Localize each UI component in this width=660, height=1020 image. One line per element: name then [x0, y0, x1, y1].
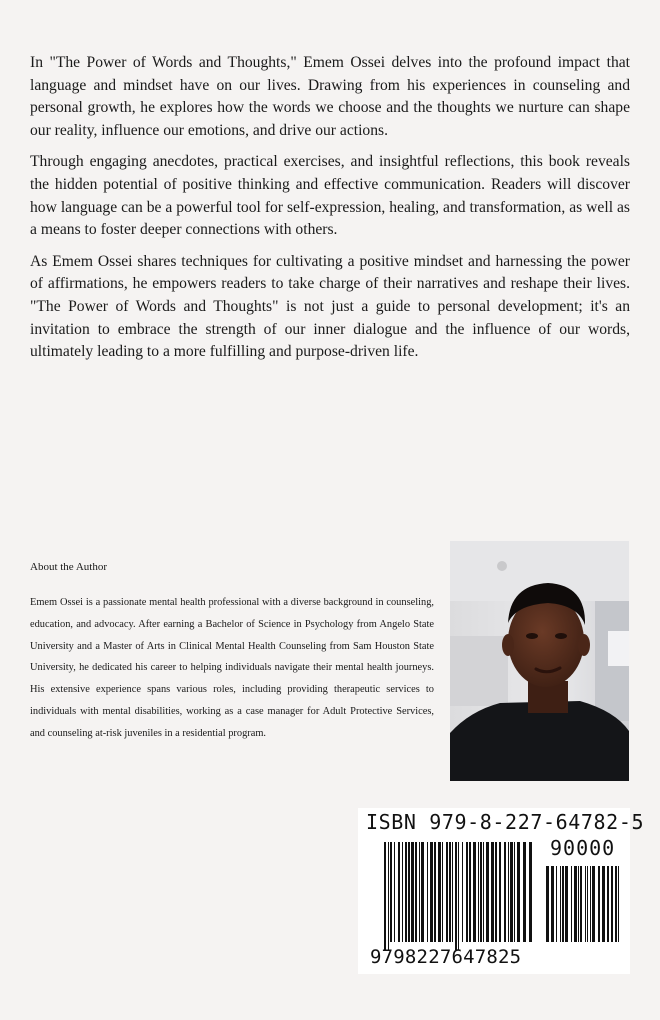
ean-digits: 9798227647825: [370, 946, 522, 968]
barcode-bar: [517, 842, 520, 942]
barcode-bar: [449, 842, 451, 942]
barcode-bar: [587, 866, 588, 942]
barcode-bar: [405, 842, 407, 942]
barcode-bar: [408, 842, 410, 942]
barcode-bar: [411, 842, 414, 942]
barcode-bar: [480, 842, 482, 942]
barcode-bar: [427, 842, 428, 942]
barcode-bar: [618, 866, 619, 942]
barcode-bar: [466, 842, 468, 942]
barcode-bar: [615, 866, 617, 942]
barcode-bar: [415, 842, 417, 942]
barcode-bar: [607, 866, 609, 942]
barcode-bar: [580, 866, 582, 942]
barcode-bar: [491, 842, 494, 942]
barcode-bar: [565, 866, 568, 942]
barcode-bar: [556, 866, 557, 942]
barcode-bar: [438, 842, 441, 942]
barcode-bar: [508, 842, 509, 942]
barcode-bar: [446, 842, 448, 942]
barcode-bar: [478, 842, 479, 942]
price-code: 90000: [550, 836, 616, 860]
barcode-bar: [462, 842, 463, 942]
barcode-bar: [562, 866, 564, 942]
barcode-bar: [458, 842, 459, 950]
barcode-bar: [611, 866, 613, 942]
barcode-bar: [419, 842, 420, 942]
barcode-bar: [455, 842, 457, 950]
barcode-bar: [590, 866, 591, 942]
barcode-bar: [388, 842, 389, 950]
barcode-bar: [578, 866, 579, 942]
barcode-bar: [551, 866, 554, 942]
blurb-paragraph-2: Through engaging anecdotes, practical exercises, and insightful reflections, this book reveals the hidden potential of positive thinking and effective communication. Readers will discover how language can be a powerful tool for self-expression, healing, and transformation, as well as a means to foster deeper connections with others.: [30, 153, 630, 239]
author-photo: [450, 541, 629, 781]
barcode-bar: [602, 866, 605, 942]
barcode-bar: [571, 866, 572, 942]
barcode-bar: [402, 842, 403, 942]
barcode-bar: [452, 842, 453, 942]
barcode-bar: [546, 866, 549, 942]
back-cover-blurb: [30, 52, 630, 373]
barcode-bar: [529, 842, 532, 942]
barcode-bar: [598, 866, 600, 942]
barcode-bar: [430, 842, 433, 942]
about-author-heading: About the Author: [30, 561, 107, 573]
barcode-bar: [592, 866, 595, 942]
about-author-text: Emem Ossei is a passionate mental health professional with a diverse background in counseling, education, and advocacy. After earning a Bachelor of Science in Psychology from Angelo State University and a Master of Arts in Clinical Mental Health Counseling from Sam Houston State University, he dedicated his career to helping individuals navigate their mental health journeys. His extensive experience spans various roles, including providing therapeutic services to individuals with mental disabilities, working as a case manager for Adult Protective Services, and counseling at-risk juveniles in a residential program.: [30, 597, 434, 739]
barcode-bar: [473, 842, 476, 942]
barcode-bar: [394, 842, 395, 942]
barcode-bar: [421, 842, 424, 942]
barcode-bar: [384, 842, 386, 950]
barcode-bar: [523, 842, 526, 942]
barcode-bar: [486, 842, 489, 942]
barcode-bar: [574, 866, 577, 942]
barcode-bar: [495, 842, 497, 942]
barcode-bar: [390, 842, 392, 942]
barcode-bar: [398, 842, 400, 942]
blurb-paragraph-1: In "The Power of Words and Thoughts," Emem Ossei delves into the profound impact that language and mindset have on our lives. Drawing from his experiences in counseling and personal growth, he explores how the words we choose and the thoughts we nurture can shape our reality, influence our emotions, and drive our actions.: [30, 54, 630, 139]
barcode-bar: [585, 866, 586, 942]
barcode-bar: [483, 842, 484, 942]
barcode-bar: [499, 842, 501, 942]
barcode-bar: [434, 842, 436, 942]
isbn-barcode: [358, 808, 645, 974]
barcode-bar: [560, 866, 561, 942]
barcode-bar: [510, 842, 513, 942]
isbn-label: ISBN 979-8-227-64782-5: [366, 810, 645, 834]
barcode-bar: [442, 842, 443, 942]
blurb-paragraph-3: As Emem Ossei shares techniques for cultivating a positive mindset and harnessing the power of affirmations, he empowers readers to take charge of their narratives and reshape their lives. "The Power of Words and Thoughts" is not just a guide to personal development; it's an invitation to embrace the strength of our inner dialogue and the influence of our words, ultimately leading to a more fulfilling and purpose-driven life.: [30, 252, 630, 361]
barcode-bar: [514, 842, 515, 942]
barcode-bar: [469, 842, 471, 942]
barcode-bar: [504, 842, 506, 942]
